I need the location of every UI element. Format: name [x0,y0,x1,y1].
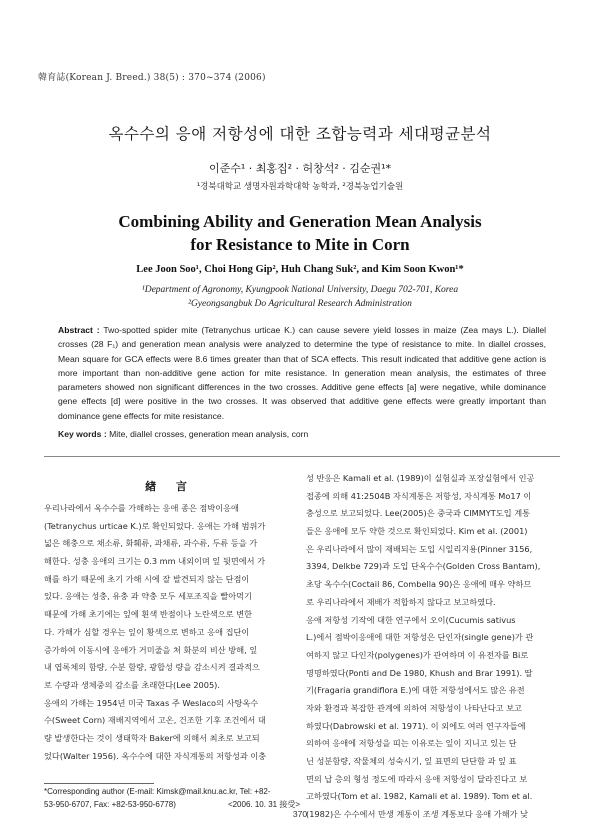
korean-authors: 이준수¹ · 최홍집² · 허창석² · 김순권¹* [208,162,392,175]
left-column-line: 우리나라에서 옥수수를 가해하는 응애 종은 점박이응애 [44,503,239,513]
right-column-line: 닌 성분함량, 작물체의 성숙시기, 잎 표면의 단단함 과 잎 표 [306,756,517,766]
right-column-line: 명명하였다(Ponti and De 1980, Khush and Brar 1991). 딸 [306,667,533,678]
left-column-line: 때문에 가해 초기에는 잎에 흰색 반점이나 노란색으로 변한 [44,609,253,620]
right-column-line: 로 우리나라에서 재배가 적합하지 않다고 보고하였다. [306,596,496,607]
english-title [0,210,600,256]
right-column-line: 하였다(Dabrowski et al. 1971). 이 외에도 여러 연구자들에 [306,720,526,731]
english-title-line-2: for Resistance to Mite in Corn [190,235,410,254]
divider [44,456,560,457]
english-authors: Lee Joon Soo¹, Choi Hong Gip², Huh Chang Suk², and Kim Soon Kwon¹* [136,264,464,275]
right-column-line: 접종에 의해 41:2504B 자식계통은 저항성, 자식계통 Mo17 이 [306,490,532,501]
left-column-line: 다. 가해가 심할 경우는 잎이 황색으로 변하고 응애 집단이 [44,626,250,637]
left-column-line: 넓은 해충으로 채소류, 화훼류, 과채류, 과수류, 두류 등을 가 [44,538,258,549]
abstract-label: Abstract : [58,325,100,335]
footnote-divider [44,783,154,784]
right-column-line: L.)에서 점박이응애에 대한 저항성은 단인자(single gene)가 관 [306,632,534,643]
right-column-line: 응애 저항성 기작에 대한 연구에서 오이(Cucumis sativus [306,614,516,625]
keywords [58,429,546,439]
right-column-line: 초당 옥수수(Coctail 86, Combella 90)은 응애에 매우 약하므 [306,579,532,590]
abstract-text: Two-spotted spider mite (Tetranychus urticae K.) can cause severe yield losses in maize (Zea mays L.). Diallel crosses (28 F₁) and generation mean analysis were analyzed to determine the type of resistance to mite. In diallel crosses, Mean square for GCA effects were 8.6 times greater than that of SCA effects. This result indicated that additive gene action is more important than non-additive gene action for mite resistance. In generation mean analysis, the estimates of three parameters showed non significant differences in the two crosses. Additive gene effects [a] were negative, while dominance gene effects [d] were positive in the two crosses. It was observed that additive gene effects were greatly important than dominance gene effects for mite resistance. [58,325,547,421]
korean-title: 옥수수의 응애 저항성에 대한 조합능력과 세대평균분석 [108,125,492,143]
right-column-line: 의하여 응애에 저항성을 띠는 이유로는 잎이 지니고 있는 단 [306,738,517,749]
right-column-line: 은 우리나라에서 많이 재배되는 도입 시일리지용(Pinner 3156, [306,543,533,554]
right-column-line: 3394, Delkbe 729)과 도입 단옥수수(Golden Cross Bantam), [306,561,541,572]
right-column-line: 면의 납 층의 형성 정도에 따라서 응애 저항성이 달라진다고 보 [306,773,528,784]
left-column-line: 내 엽록체의 함량, 수분 함량, 광합성 량을 감소시켜 결과적으 [44,662,260,673]
received-date: <2006. 10. 31 接受> [227,800,300,809]
korean-affiliation: ¹경북대학교 생명자원과학대학 농학과, ²경북농업기술원 [196,182,404,192]
right-column-line: 들은 응애에 모두 약한 것으로 확인되었다. Kim et al. (2001) [306,526,528,537]
left-column-line: 증가하여 이동시에 응애가 거미줄을 쳐 화분의 비산 방해, 잎 [44,644,258,655]
left-column-line: 수(Sweet Corn) 재배지역에서 고온, 건조한 기후 조건에서 대 [44,715,266,726]
keywords-text: Mite, diallel crosses, generation mean analysis, corn [109,429,309,439]
journal-reference: 韓育誌(Korean J. Breed.) 38(5) : 370~374 (2006) [38,73,266,83]
left-column-line: 있다. 응애는 성충, 유충 과 약충 모두 세포조직을 빨아먹기 [44,591,252,602]
section-heading-introduction: 緖 言 [145,480,195,493]
right-column [306,470,562,824]
keywords-label: Key words : [58,429,107,439]
left-column-line: 해한다. 성충 응애의 크기는 0.3 mm 내외이며 잎 뒷면에서 가 [44,556,266,567]
left-column [44,500,298,765]
abstract [58,323,546,423]
left-column-line: 응애의 가해는 1954년 미국 Taxas 주 Weslaco의 사탕옥수 [44,697,259,708]
english-affiliation-line-2: ²Gyeongsangbuk Do Agricultural Research Administration [188,299,412,309]
left-column-line: 었다(Walter 1956). 옥수수에 대한 자식계통의 저항성과 이충 [44,750,267,761]
left-column-line: 로 수량과 생체중의 감소를 초래한다(Lee 2005). [44,679,220,690]
footnote [44,785,300,811]
right-column-line: 기(Fragaria grandiflora E.)에 대한 저항성에서도 많은 유전 [306,685,525,696]
left-column-line: (Tetranychus urticae K.)로 확인되었다. 응애는 가해 범위가 [44,520,266,531]
right-column-line: 여하지 않고 다인자(polygenes)가 관여하며 이 유전자를 Bi로 [306,649,529,660]
english-affiliation-line-1: ¹Department of Agronomy, Kyungpook National University, Daegu 702-701, Korea [141,285,459,295]
right-column-line: 자와 환경과 복잡한 관계에 의하여 저항성이 나타난다고 보고 [306,702,522,713]
left-column-line: 량 발생한다는 것이 생태학자 Baker에 의해서 최초로 보고되 [44,732,260,743]
english-title-line-1: Combining Ability and Generation Mean Analysis [118,212,482,231]
right-column-line: (1982)은 수수에서 만생 계통이 조생 계통보다 응애 가해가 낮 [306,809,529,820]
footnote-line-1: *Corresponding author (E-mail: Kimsk@mail.knu.ac.kr, Tel: +82- [44,787,271,796]
english-affiliation [0,283,600,311]
right-column-line: 충성으로 보고되었다. Lee(2005)은 중국과 CIMMYT도입 계통 [306,508,531,519]
left-column-line: 해를 하기 때문에 초기 가해 시에 잘 발견되지 않는 단점이 [44,573,250,584]
right-column-line: 고하였다(Tom et al. 1982, Kamali et al. 1989). Tom et al. [306,791,533,802]
footnote-contact: 53-950-6707, Fax: +82-53-950-6778) [44,800,176,809]
right-column-line: 성 반응은 Kamali et al. (1989)이 실험실과 포장실험에서 인공 [306,473,535,483]
page-number: 370 [292,809,308,819]
